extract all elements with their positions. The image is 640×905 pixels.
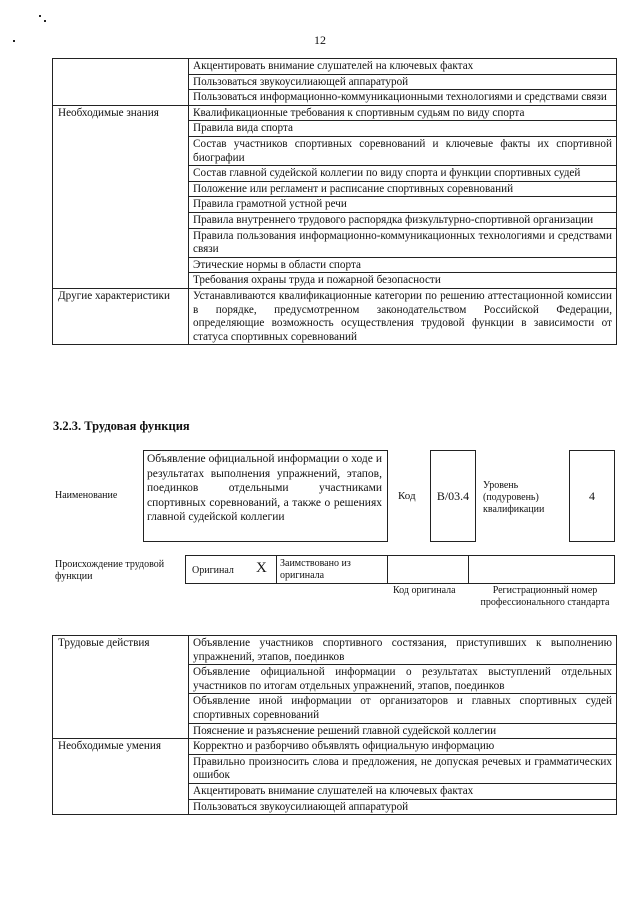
table-cell: Правильно произносить слова и предложения, не допуская речевых и грамматических ошибок bbox=[189, 754, 617, 783]
table-cell: Акцентировать внимание слушателей на ключевых фактах bbox=[189, 783, 617, 799]
name-label: Наименование bbox=[55, 490, 118, 501]
table-cell: Объявление официальной информации о результатах выступлений отдельных участников по итогам отдельных упражнений, этапов, поединков bbox=[189, 665, 617, 694]
level-value: 4 bbox=[589, 489, 595, 503]
name-value: Объявление официальной информации о ходе и результатах выполнения упражнений, этапов, поединков отдельными участниками спортивных соревнований, а также о решениях главной судейской коллегии bbox=[147, 453, 382, 523]
row-group-label bbox=[53, 59, 189, 106]
table-cell: Положение или регламент и расписание спортивных соревнований bbox=[189, 181, 617, 197]
table-1 bbox=[52, 58, 617, 345]
origin-divider bbox=[468, 555, 469, 584]
table-cell: Этические нормы в области спорта bbox=[189, 257, 617, 273]
table-cell: Объявление иной информации от организаторов и главных спортивных судей спортивных соревнований bbox=[189, 694, 617, 723]
table-2-body bbox=[53, 636, 617, 815]
code-original-caption: Код оригинала bbox=[393, 585, 456, 596]
table-cell: Объявление участников спортивного состязания, приступивших к выполнению упражнений, этапов, поединков bbox=[189, 636, 617, 665]
table-cell: Устанавливаются квалификационные категории по решению аттестационной комиссии в порядке, предусмотренном законодательством Российской Федерации, определяющие возможность осуществления трудовой функции в зависимости от статуса спортивных соревнований bbox=[189, 288, 617, 344]
table-cell: Пояснение и разъяснение решений главной судейской коллегии bbox=[189, 723, 617, 739]
table-row bbox=[53, 739, 617, 755]
code-label: Код bbox=[398, 490, 416, 502]
page-number: 12 bbox=[314, 33, 326, 47]
table-cell: Правила грамотной устной речи bbox=[189, 197, 617, 213]
row-group-label: Необходимые знания bbox=[53, 105, 189, 288]
table-cell: Правила вида спорта bbox=[189, 121, 617, 137]
table-2 bbox=[52, 635, 617, 815]
table-cell: Пользоваться информационно-коммуникационными технологиями и средствами связи bbox=[189, 90, 617, 106]
table-cell: Правила пользования информационно-коммуникационных технологиями и средствами связи bbox=[189, 228, 617, 257]
table-cell: Квалификационные требования к спортивным судьям по виду спорта bbox=[189, 105, 617, 121]
table-cell: Требования охраны труда и пожарной безопасности bbox=[189, 273, 617, 289]
row-group-label: Трудовые действия bbox=[53, 636, 189, 739]
table-cell: Состав главной судейской коллегии по виду спорта и функции спортивных судей bbox=[189, 166, 617, 182]
origin-label: Происхождение трудовой функции bbox=[55, 559, 165, 582]
row-group-label: Необходимые умения bbox=[53, 739, 189, 815]
table-row bbox=[53, 105, 617, 121]
table-cell: Акцентировать внимание слушателей на ключевых фактах bbox=[189, 59, 617, 75]
table-cell: Пользоваться звукоусилиающей аппаратурой bbox=[189, 799, 617, 815]
code-value: B/03.4 bbox=[436, 489, 470, 503]
origin-borrowed: Заимствовано из оригинала bbox=[280, 558, 351, 581]
row-group-label: Другие характеристики bbox=[53, 288, 189, 344]
level-label: Уровень (подуровень) квалификации bbox=[483, 480, 545, 515]
origin-divider bbox=[387, 555, 388, 584]
reg-number-caption: Регистрационный номер профессионального стандарта bbox=[480, 585, 610, 608]
table-row bbox=[53, 636, 617, 665]
scan-speck bbox=[44, 20, 46, 22]
origin-box bbox=[185, 555, 615, 584]
origin-original: Оригинал bbox=[192, 565, 234, 576]
section-heading: 3.2.3. Трудовая функция bbox=[53, 419, 190, 433]
table-1-body bbox=[53, 59, 617, 345]
table-row bbox=[53, 59, 617, 75]
table-cell: Корректно и разборчиво объявлять официальную информацию bbox=[189, 739, 617, 755]
table-row bbox=[53, 288, 617, 344]
table-cell: Пользоваться звукоусилиающей аппаратурой bbox=[189, 74, 617, 90]
origin-divider bbox=[276, 555, 277, 584]
origin-mark: X bbox=[256, 560, 267, 576]
scan-speck bbox=[39, 15, 41, 17]
table-cell: Состав участников спортивных соревнований и ключевые факты их спортивной биографии bbox=[189, 136, 617, 165]
table-cell: Правила внутреннего трудового распорядка физкультурно-спортивной организации bbox=[189, 212, 617, 228]
